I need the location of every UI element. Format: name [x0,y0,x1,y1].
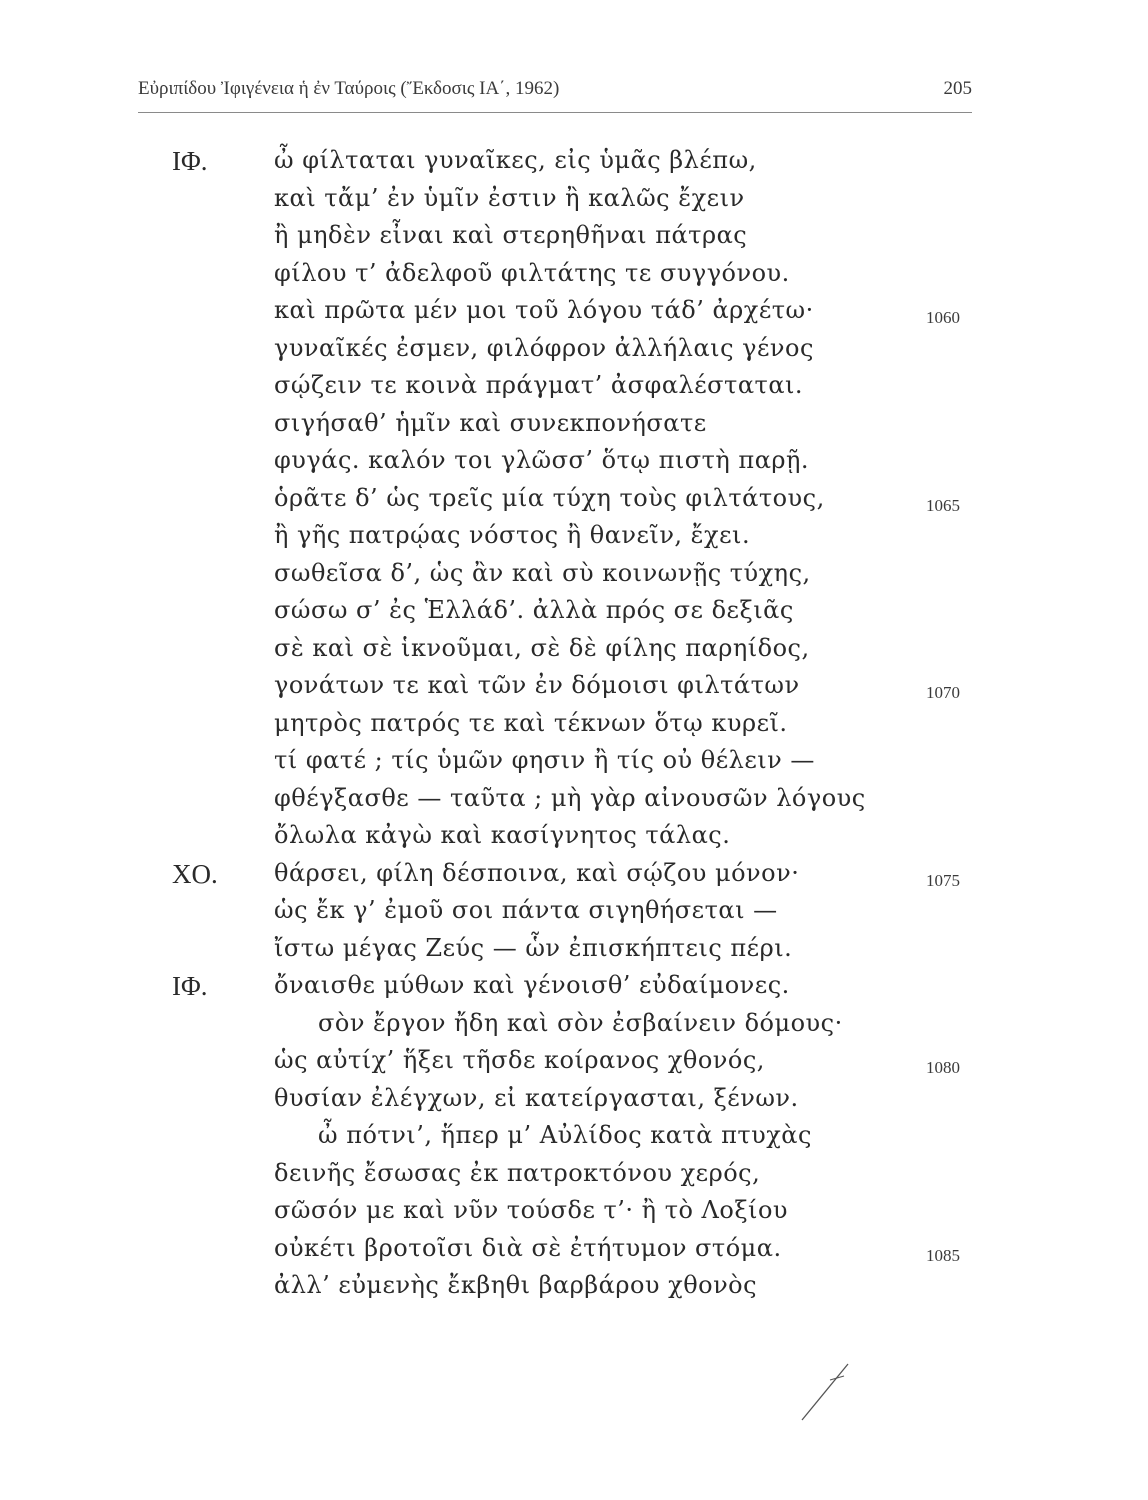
verse-line [0,784,1148,824]
verse-text: σωθεῖσα δ’, ὡς ἂν καὶ σὺ κοινωνῇς τύχης, [274,558,811,587]
verse-text: σιγήσαθ’ ἡμῖν καὶ συνεκπονήσατε [274,408,707,437]
verse-text: ὄλωλα κἀγὼ καὶ κασίγνητος τάλας. [274,821,731,849]
verse-text: ὦ φίλταται γυναῖκες, εἰς ὑμᾶς βλέπω, [274,146,757,174]
speaker-label: ΙΦ. [172,971,208,1001]
verse-line [0,971,1148,1011]
verse-line [0,1159,1148,1199]
pen-stroke-mark [800,1362,850,1422]
verse-text: θάρσει, φίλη δέσποινα, καὶ σῴζου μόνον· [274,858,800,887]
verse-line [0,371,1148,411]
verse-text: τί φατέ ; τίς ὑμῶν φησιν ἢ τίς οὐ θέλειν — [274,746,815,774]
verse-line [0,334,1148,374]
verse-line [0,1234,1148,1274]
verse-text: θυσίαν ἐλέγχων, εἰ κατείργασται, ξένων. [274,1083,799,1112]
verse-line [0,746,1148,786]
verse-text: σώσω σ’ ἐς Ἑλλάδ’. ἀλλὰ πρός σε δεξιᾶς [274,596,794,624]
verse-text: δεινῆς ἔσωσας ἐκ πατροκτόνου χερός, [274,1158,761,1187]
verse-line [0,1121,1148,1161]
verse-text: γονάτων τε καὶ τῶν ἐν δόμοισι φιλτάτων [274,671,800,699]
verse-line [0,1196,1148,1236]
line-number: 1060 [926,308,960,327]
page-number: 205 [943,78,972,99]
line-number: 1085 [926,1245,960,1265]
verse-line [0,934,1148,974]
verse-line [0,1271,1148,1311]
verse-text: ὡς αὐτίχ’ ἥξει τῆσδε κοίρανος χθονός, [274,1046,765,1074]
verse-text: ἢ μηδὲν εἶναι καὶ στερηθῆναι πάτρας [274,221,748,249]
line-number: 1080 [926,1058,960,1077]
verse-line [0,521,1148,561]
verse-line [0,1046,1148,1086]
verse-line [0,821,1148,861]
verse-line [0,859,1148,899]
verse-line [0,146,1148,186]
verse-text: οὐκέτι βροτοῖσι διὰ σὲ ἐτήτυμον στόμα. [274,1233,782,1262]
verse-line [0,184,1148,224]
verse-line [0,596,1148,636]
verse-text: ἀλλ’ εὐμενὴς ἔκβηθι βαρβάρου χθονὸς [274,1271,758,1299]
header-rule [138,112,972,113]
verse-text: μητρὸς πατρός τε καὶ τέκνων ὅτῳ κυρεῖ. [274,708,788,737]
running-title: Εὐριπίδου Ἰφιγένεια ἡ ἐν Ταύροις (Ἔκδοσις ΙΑ΄, 1962) [138,78,560,99]
verse-line [0,559,1148,599]
verse-text: φθέγξασθε — ταῦτα ; μὴ γὰρ αἰνουσῶν λόγους [274,783,866,812]
verse-line [0,446,1148,486]
verse-line [0,484,1148,524]
verse-text: σῴζειν τε κοινὰ πράγματ’ ἀσφαλέσταται. [274,371,804,399]
verse-line [0,221,1148,261]
running-header [138,78,972,108]
verse-line [0,1084,1148,1124]
verse-text: σὸν ἔργον ἤδη καὶ σὸν ἐσβαίνειν δόμους· [318,1008,843,1037]
speaker-label: ΧΟ. [172,858,218,889]
verse-text: ἢ γῆς πατρῴας νόστος ἢ θανεῖν, ἔχει. [274,521,751,549]
line-number: 1075 [926,870,960,890]
verse-text: καὶ πρῶτα μέν μοι τοῦ λόγου τάδ’ ἀρχέτω· [274,296,814,324]
verse-line [0,709,1148,749]
verse-text: ὦ πότνι’, ἥπερ μ’ Αὐλίδος κατὰ πτυχὰς [318,1121,812,1149]
verse-line [0,896,1148,936]
verse-text: φυγάς. καλόν τοι γλῶσσ’ ὅτῳ πιστὴ παρῇ. [274,446,810,474]
verse-text: ὡς ἔκ γ’ ἐμοῦ σοι πάντα σιγηθήσεται — [274,896,778,924]
verse-line [0,259,1148,299]
verse-text: γυναῖκές ἐσμεν, φιλόφρον ἀλλήλαις γένος [274,333,814,362]
line-number: 1070 [926,683,960,702]
verse-line [0,296,1148,336]
verse-text: ἴστω μέγας Ζεύς — ὧν ἐπισκήπτεις πέρι. [274,933,793,962]
verse-line [0,1009,1148,1049]
speaker-label: ΙΦ. [172,146,208,176]
line-number: 1065 [926,495,960,515]
verse-line [0,671,1148,711]
verse-text: ὁρᾶτε δ’ ὡς τρεῖς μία τύχη τοὺς φιλτάτους, [274,483,825,512]
verse-line [0,409,1148,449]
verse-text: φίλου τ’ ἀδελφοῦ φιλτάτης τε συγγόνου. [274,258,790,287]
verse-text: καὶ τἄμ’ ἐν ὑμῖν ἐστιν ἢ καλῶς ἔχειν [274,183,745,212]
verse-text: σὲ καὶ σὲ ἱκνοῦμαι, σὲ δὲ φίλης παρηίδος, [274,633,810,662]
verse-line [0,634,1148,674]
verse-text: ὄναισθε μύθων καὶ γένοισθ’ εὐδαίμονες. [274,971,790,999]
verse-text: σῶσόν με καὶ νῦν τούσδε τ’· ἢ τὸ Λοξίου [274,1196,788,1224]
